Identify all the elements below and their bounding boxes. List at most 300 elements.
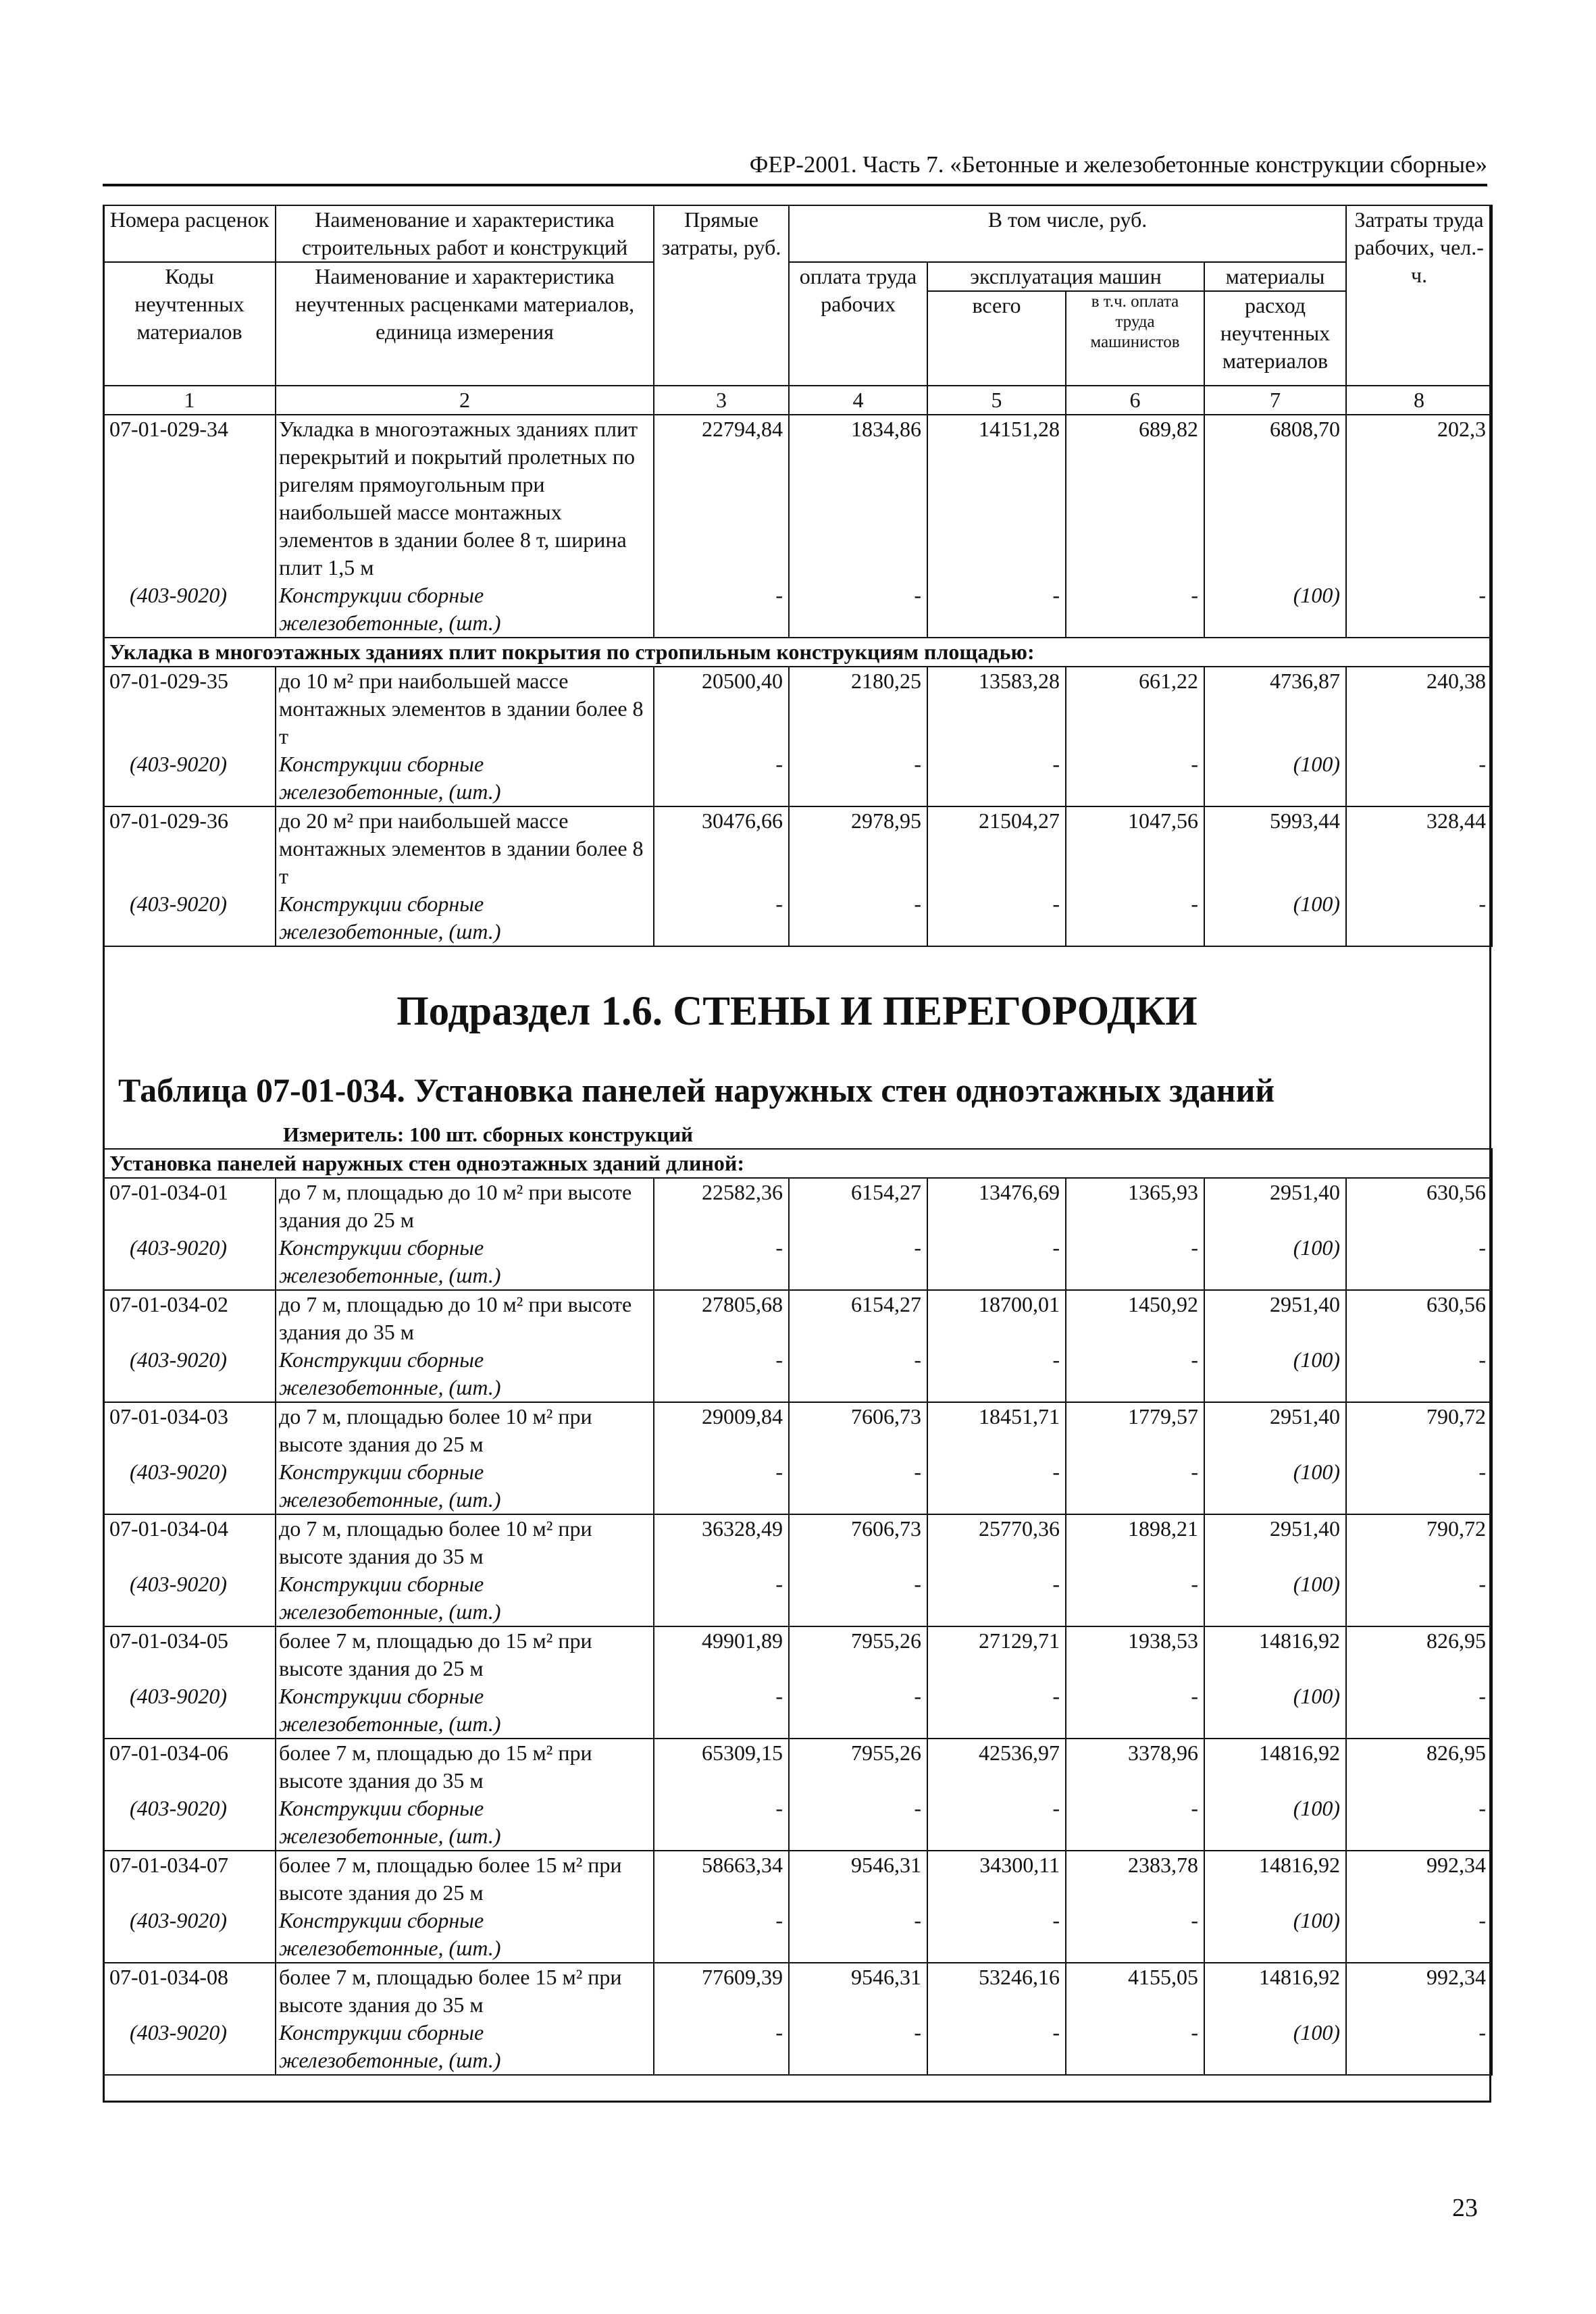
rate-value: 7955,26 — [851, 1741, 921, 1765]
column-number: 2 — [276, 386, 654, 415]
table-row — [103, 1851, 1492, 1963]
value-cell — [654, 1963, 789, 2075]
rate-value: 240,38 — [1426, 669, 1487, 693]
rate-value: 2383,78 — [1128, 1853, 1198, 1877]
material-value: (100) — [1293, 752, 1341, 776]
material-value: - — [1478, 1572, 1487, 1596]
rate-value: 25770,36 — [979, 1516, 1060, 1541]
rate-code-cell — [103, 1851, 276, 1963]
rate-value: 2951,40 — [1270, 1404, 1340, 1429]
material-value: - — [1052, 752, 1060, 776]
value-cell — [1346, 415, 1492, 638]
rate-value: 14816,92 — [1259, 1965, 1340, 1989]
material-code: (403-9020) — [130, 1460, 227, 1484]
rate-value: 7606,73 — [851, 1404, 921, 1429]
value-cell — [1204, 1514, 1346, 1626]
rate-description-cell — [276, 415, 654, 638]
column-number: 6 — [1066, 386, 1204, 415]
rate-value: 790,72 — [1426, 1516, 1487, 1541]
material-value: - — [1191, 1460, 1198, 1484]
material-value: - — [1478, 1796, 1487, 1820]
value-cell — [1066, 667, 1204, 806]
rate-value: 58663,34 — [702, 1853, 783, 1877]
material-value: (100) — [1293, 1347, 1340, 1372]
header-rule — [103, 184, 1487, 186]
rate-description: до 7 м, площадью более 10 м² при высоте здания до 35 м — [279, 1516, 592, 1568]
material-value: (100) — [1293, 583, 1341, 607]
value-cell — [789, 1851, 927, 1963]
value-cell — [1346, 1514, 1492, 1626]
rate-value: 1938,53 — [1128, 1628, 1198, 1653]
rate-value: 1450,92 — [1128, 1292, 1198, 1316]
material-value: - — [1052, 1684, 1060, 1708]
table-row — [103, 1402, 1492, 1514]
rate-description: более 7 м, площадью более 15 м² при высоте здания до 35 м — [279, 1965, 622, 2017]
material-value: - — [914, 1796, 921, 1820]
rate-code: 07-01-034-05 — [109, 1628, 228, 1653]
value-cell — [927, 1963, 1066, 2075]
value-cell — [1066, 1626, 1204, 1739]
value-cell — [654, 1178, 789, 1290]
rate-value: 826,95 — [1426, 1741, 1487, 1765]
rate-value: 1779,57 — [1128, 1404, 1198, 1429]
rates-table-029 — [103, 205, 1493, 947]
material-value: - — [775, 2020, 783, 2045]
column-number: 1 — [103, 386, 276, 415]
rate-value: 826,95 — [1426, 1628, 1487, 1653]
rows-034 — [103, 1178, 1492, 2075]
rate-value: 49901,89 — [702, 1628, 783, 1653]
rate-value: 27805,68 — [702, 1292, 783, 1316]
value-cell — [789, 1963, 927, 2075]
material-value: - — [1191, 752, 1198, 776]
rate-value: 18700,01 — [979, 1292, 1060, 1316]
material-value: - — [1052, 1460, 1060, 1484]
header-work-name: Наименование и характеристика строительных работ и конструкций — [276, 205, 654, 262]
rate-value: 328,44 — [1426, 808, 1487, 833]
rate-value: 42536,97 — [979, 1741, 1060, 1765]
rate-description-cell — [276, 1963, 654, 2075]
material-value: - — [1191, 1908, 1198, 1932]
rate-description: до 20 м² при наибольшей массе монтажных элементов в здании более 8 т — [279, 808, 644, 888]
rate-code-cell — [103, 667, 276, 806]
rate-description: более 7 м, площадью до 15 м² при высоте здания до 35 м — [279, 1741, 592, 1793]
value-cell — [1066, 415, 1204, 638]
rate-value: 992,34 — [1426, 1965, 1487, 1989]
material-value: - — [775, 1460, 783, 1484]
material-description: Конструкции сборные железобетонные, (шт.) — [279, 2020, 501, 2072]
value-cell — [1204, 806, 1346, 946]
page-number: 23 — [1452, 2194, 1478, 2222]
rate-value: 202,3 — [1437, 417, 1487, 441]
rate-description: до 7 м, площадью более 10 м² при высоте здания до 25 м — [279, 1404, 592, 1456]
value-cell — [1204, 1626, 1346, 1739]
material-code: (403-9020) — [130, 1684, 227, 1708]
rate-code-cell — [103, 1739, 276, 1851]
material-code: (403-9020) — [130, 1572, 227, 1596]
value-cell — [1066, 806, 1204, 946]
table-header — [103, 205, 1492, 415]
material-value: - — [1191, 583, 1198, 607]
rate-description: более 7 м, площадью более 15 м² при высоте здания до 25 м — [279, 1853, 622, 1905]
rate-value: 630,56 — [1426, 1180, 1487, 1204]
table-title: Таблица 07-01-034. Установка панелей наружных стен одноэтажных зданий — [118, 1071, 1275, 1109]
material-code: (403-9020) — [130, 752, 227, 776]
rate-description-cell — [276, 667, 654, 806]
rate-value: 2951,40 — [1270, 1516, 1340, 1541]
value-cell — [927, 1178, 1066, 1290]
material-value: - — [1478, 1684, 1487, 1708]
rate-value: 6154,27 — [851, 1180, 921, 1204]
column-number: 7 — [1204, 386, 1346, 415]
table-row — [103, 1290, 1492, 1402]
value-cell — [1346, 1402, 1492, 1514]
rate-value: 7955,26 — [851, 1628, 921, 1653]
material-value: - — [914, 583, 921, 607]
material-value: - — [1478, 1460, 1487, 1484]
rate-description: более 7 м, площадью до 15 м² при высоте здания до 25 м — [279, 1628, 592, 1680]
value-cell — [789, 1178, 927, 1290]
rate-value: 661,22 — [1139, 669, 1198, 693]
value-cell — [654, 1290, 789, 1402]
rate-value: 2951,40 — [1270, 1292, 1340, 1316]
rate-value: 3378,96 — [1128, 1741, 1198, 1765]
rate-code-cell — [103, 806, 276, 946]
rate-description-cell — [276, 1402, 654, 1514]
material-value: (100) — [1293, 892, 1341, 916]
value-cell — [927, 1402, 1066, 1514]
material-value: (100) — [1293, 1235, 1340, 1260]
value-cell — [1204, 1290, 1346, 1402]
material-value: - — [914, 752, 921, 776]
rate-code: 07-01-029-36 — [109, 808, 228, 833]
rate-code: 07-01-034-08 — [109, 1965, 228, 1989]
value-cell — [1346, 1626, 1492, 1739]
material-description: Конструкции сборные железобетонные, (шт.) — [279, 1460, 501, 1512]
rate-value: 5993,44 — [1270, 808, 1341, 833]
rate-code-cell — [103, 1963, 276, 2075]
value-cell — [927, 667, 1066, 806]
value-cell — [1204, 415, 1346, 638]
header-material-use: расход неучтенных материалов — [1204, 291, 1346, 386]
material-value: - — [1052, 1572, 1060, 1596]
material-value: - — [775, 892, 783, 916]
rows-029-part-2 — [103, 667, 1492, 946]
material-value: - — [1191, 1684, 1198, 1708]
material-value: - — [1052, 2020, 1060, 2045]
material-value: (100) — [1293, 1908, 1340, 1932]
value-cell — [1346, 1290, 1492, 1402]
column-numbers-row — [103, 386, 1492, 415]
table-row — [103, 806, 1492, 946]
header-direct-costs: Прямые затраты, руб. — [654, 205, 789, 386]
header-materials: материалы — [1204, 262, 1346, 291]
material-value: (100) — [1293, 2020, 1340, 2045]
value-cell — [654, 1851, 789, 1963]
value-cell — [789, 1739, 927, 1851]
rate-value: 1047,56 — [1128, 808, 1198, 833]
material-description: Конструкции сборные железобетонные, (шт.) — [279, 1796, 501, 1848]
table-row — [103, 1963, 1492, 2075]
rate-code-cell — [103, 1514, 276, 1626]
value-cell — [654, 1402, 789, 1514]
material-code: (403-9020) — [130, 583, 227, 607]
rate-value: 34300,11 — [979, 1853, 1060, 1877]
running-head: ФЕР-2001. Часть 7. «Бетонные и железобетонные конструкции сборные» — [749, 151, 1487, 178]
column-number: 4 — [789, 386, 927, 415]
material-value: - — [914, 1908, 921, 1932]
value-cell — [927, 1514, 1066, 1626]
value-cell — [927, 806, 1066, 946]
value-cell — [1066, 1514, 1204, 1626]
rate-code: 07-01-034-06 — [109, 1741, 228, 1765]
rate-code-cell — [103, 415, 276, 638]
header-worker-pay: оплата труда рабочих — [789, 262, 927, 386]
value-cell — [789, 1514, 927, 1626]
material-code: (403-9020) — [130, 1347, 227, 1372]
table-row — [103, 1626, 1492, 1739]
material-value: - — [1191, 1347, 1198, 1372]
header-machines-total: всего — [927, 291, 1066, 386]
rate-value: 1365,93 — [1128, 1180, 1198, 1204]
column-number: 5 — [927, 386, 1066, 415]
rate-value: 992,34 — [1426, 1853, 1487, 1877]
value-cell — [1066, 1290, 1204, 1402]
rate-code-cell — [103, 1290, 276, 1402]
column-number: 3 — [654, 386, 789, 415]
material-value: - — [1191, 1796, 1198, 1820]
rate-description-cell — [276, 1626, 654, 1739]
material-value: - — [775, 1796, 783, 1820]
material-description: Конструкции сборные железобетонные, (шт.) — [279, 1235, 501, 1287]
value-cell — [789, 667, 927, 806]
material-value: - — [1478, 1235, 1487, 1260]
table-row — [103, 1739, 1492, 1851]
material-value: - — [1052, 892, 1060, 916]
value-cell — [927, 1626, 1066, 1739]
material-value: - — [914, 1347, 921, 1372]
value-cell — [789, 1626, 927, 1739]
rate-code-cell — [103, 1402, 276, 1514]
value-cell — [1204, 1851, 1346, 1963]
table-row — [103, 415, 1492, 638]
rate-code-cell — [103, 1626, 276, 1739]
value-cell — [1204, 1739, 1346, 1851]
material-code: (403-9020) — [130, 892, 227, 916]
material-value: - — [775, 1347, 783, 1372]
rate-value: 77609,39 — [702, 1965, 783, 1989]
rate-value: 790,72 — [1426, 1404, 1487, 1429]
material-value: - — [914, 1235, 921, 1260]
rate-value: 20500,40 — [702, 669, 783, 693]
rate-value: 14151,28 — [979, 417, 1060, 441]
table-row — [103, 1514, 1492, 1626]
material-value: - — [1052, 1235, 1060, 1260]
material-value: (100) — [1293, 1460, 1340, 1484]
value-cell — [927, 415, 1066, 638]
material-value: - — [1191, 2020, 1198, 2045]
rate-code: 07-01-029-34 — [109, 417, 228, 441]
rate-value: 22794,84 — [702, 417, 783, 441]
material-code: (403-9020) — [130, 2020, 227, 2045]
rate-description-cell — [276, 1178, 654, 1290]
rate-value: 27129,71 — [979, 1628, 1060, 1653]
rate-code: 07-01-034-04 — [109, 1516, 228, 1541]
header-operator-pay: в т.ч. оплата труда машинистов — [1066, 291, 1204, 386]
value-cell — [1066, 1739, 1204, 1851]
material-value: - — [1052, 1347, 1060, 1372]
rate-value: 689,82 — [1139, 417, 1198, 441]
value-cell — [654, 667, 789, 806]
material-code: (403-9020) — [130, 1235, 227, 1260]
header-material-name: Наименование и характеристика неучтенных расценками материалов, единица измерения — [276, 262, 654, 386]
rate-description-cell — [276, 1851, 654, 1963]
header-machines: эксплуатация машин — [927, 262, 1204, 291]
rate-value: 1834,86 — [851, 417, 921, 441]
material-value: (100) — [1293, 1796, 1340, 1820]
material-value: - — [914, 1460, 921, 1484]
header-labor: Затраты труда рабочих, чел.-ч. — [1346, 205, 1492, 386]
rate-value: 9546,31 — [851, 1853, 921, 1877]
table-row — [103, 1178, 1492, 1290]
rate-description-cell — [276, 1739, 654, 1851]
rate-description: до 7 м, площадью до 10 м² при высоте здания до 35 м — [279, 1292, 632, 1344]
material-value: - — [914, 1684, 921, 1708]
value-cell — [654, 1739, 789, 1851]
material-value: - — [1052, 583, 1060, 607]
rate-value: 1898,21 — [1128, 1516, 1198, 1541]
rate-value: 2951,40 — [1270, 1180, 1340, 1204]
material-value: - — [775, 1572, 783, 1596]
material-description: Конструкции сборные железобетонные, (шт.) — [279, 1684, 501, 1736]
header-material-codes: Коды неучтенных материалов — [103, 262, 276, 386]
material-value: - — [1478, 752, 1487, 776]
value-cell — [927, 1851, 1066, 1963]
material-value: (100) — [1293, 1572, 1340, 1596]
material-value: - — [914, 892, 921, 916]
value-cell — [1204, 1178, 1346, 1290]
material-description: Конструкции сборные железобетонные, (шт.) — [279, 583, 501, 635]
rate-value: 630,56 — [1426, 1292, 1487, 1316]
rate-value: 18451,71 — [979, 1404, 1060, 1429]
material-value: - — [775, 1908, 783, 1932]
material-code: (403-9020) — [130, 1908, 227, 1932]
rate-description-cell — [276, 1290, 654, 1402]
value-cell — [1346, 1851, 1492, 1963]
rate-code: 07-01-034-07 — [109, 1853, 228, 1877]
header-rate-numbers: Номера расценок — [103, 205, 276, 262]
value-cell — [654, 415, 789, 638]
value-cell — [654, 1514, 789, 1626]
rate-value: 6808,70 — [1270, 417, 1341, 441]
material-value: - — [1191, 892, 1198, 916]
material-code: (403-9020) — [130, 1796, 227, 1820]
rate-value: 14816,92 — [1259, 1628, 1340, 1653]
rate-value: 9546,31 — [851, 1965, 921, 1989]
value-cell — [1066, 1178, 1204, 1290]
group-heading-wall-panels: Установка панелей наружных стен одноэтажных зданий длиной: — [103, 1149, 1492, 1178]
material-value: - — [914, 2020, 921, 2045]
value-cell — [1346, 667, 1492, 806]
material-description: Конструкции сборные железобетонные, (шт.) — [279, 892, 501, 944]
rate-value: 2180,25 — [851, 669, 921, 693]
value-cell — [927, 1739, 1066, 1851]
value-cell — [1346, 806, 1492, 946]
material-value: (100) — [1293, 1684, 1340, 1708]
rate-description-cell — [276, 1514, 654, 1626]
rate-description-cell — [276, 806, 654, 946]
value-cell — [1346, 1963, 1492, 2075]
material-value: - — [1052, 1908, 1060, 1932]
rate-value: 6154,27 — [851, 1292, 921, 1316]
rate-code: 07-01-034-01 — [109, 1180, 228, 1204]
rate-code: 07-01-034-02 — [109, 1292, 228, 1316]
measure-unit: Измеритель: 100 шт. сборных конструкций — [283, 1123, 694, 1146]
rates-table-034 — [103, 1148, 1493, 2076]
value-cell — [1346, 1178, 1492, 1290]
value-cell — [1204, 1963, 1346, 2075]
material-value: - — [775, 1235, 783, 1260]
rate-value: 4155,05 — [1128, 1965, 1198, 1989]
value-cell — [1204, 667, 1346, 806]
material-value: - — [1478, 1908, 1487, 1932]
material-value: - — [1052, 1796, 1060, 1820]
material-value: - — [775, 752, 783, 776]
rows-029-part-1 — [103, 415, 1492, 638]
material-description: Конструкции сборные железобетонные, (шт.) — [279, 1572, 501, 1624]
material-value: - — [914, 1572, 921, 1596]
table-row — [103, 667, 1492, 806]
rate-value: 2978,95 — [851, 808, 921, 833]
value-cell — [789, 1290, 927, 1402]
material-value: - — [1478, 892, 1487, 916]
rate-value: 13476,69 — [979, 1180, 1060, 1204]
rate-code: 07-01-029-35 — [109, 669, 228, 693]
value-cell — [1066, 1402, 1204, 1514]
group-heading-roof-slabs: Укладка в многоэтажных зданиях плит покрытия по стропильным конструкциям площадью: — [103, 638, 1492, 667]
material-value: - — [775, 583, 783, 607]
rate-description: до 10 м² при наибольшей массе монтажных элементов в здании более 8 т — [279, 669, 644, 748]
column-number: 8 — [1346, 386, 1492, 415]
header-including: В том числе, руб. — [789, 205, 1346, 262]
rate-value: 30476,66 — [702, 808, 783, 833]
material-description: Конструкции сборные железобетонные, (шт.) — [279, 1908, 501, 1960]
rate-value: 65309,15 — [702, 1741, 783, 1765]
value-cell — [654, 1626, 789, 1739]
rate-description: Укладка в многоэтажных зданиях плит перекрытий и покрытий пролетных по ригелям прямоугольным при наибольшей массе монтажных элементов в здании более 8 т, ширина плит 1,5 м — [279, 417, 638, 580]
rate-value: 36328,49 — [702, 1516, 783, 1541]
material-description: Конструкции сборные железобетонные, (шт.) — [279, 1347, 501, 1399]
value-cell — [1066, 1851, 1204, 1963]
material-value: - — [1191, 1572, 1198, 1596]
value-cell — [1066, 1963, 1204, 2075]
rate-value: 14816,92 — [1259, 1741, 1340, 1765]
material-value: - — [1478, 583, 1487, 607]
rate-value: 7606,73 — [851, 1516, 921, 1541]
value-cell — [789, 415, 927, 638]
value-cell — [654, 806, 789, 946]
material-value: - — [1191, 1235, 1198, 1260]
material-value: - — [775, 1684, 783, 1708]
rate-value: 22582,36 — [702, 1180, 783, 1204]
material-value: - — [1478, 2020, 1487, 2045]
material-value: - — [1478, 1347, 1487, 1372]
rate-value: 14816,92 — [1259, 1853, 1340, 1877]
rate-value: 29009,84 — [702, 1404, 783, 1429]
value-cell — [1346, 1739, 1492, 1851]
value-cell — [789, 1402, 927, 1514]
rate-value: 21504,27 — [979, 808, 1060, 833]
